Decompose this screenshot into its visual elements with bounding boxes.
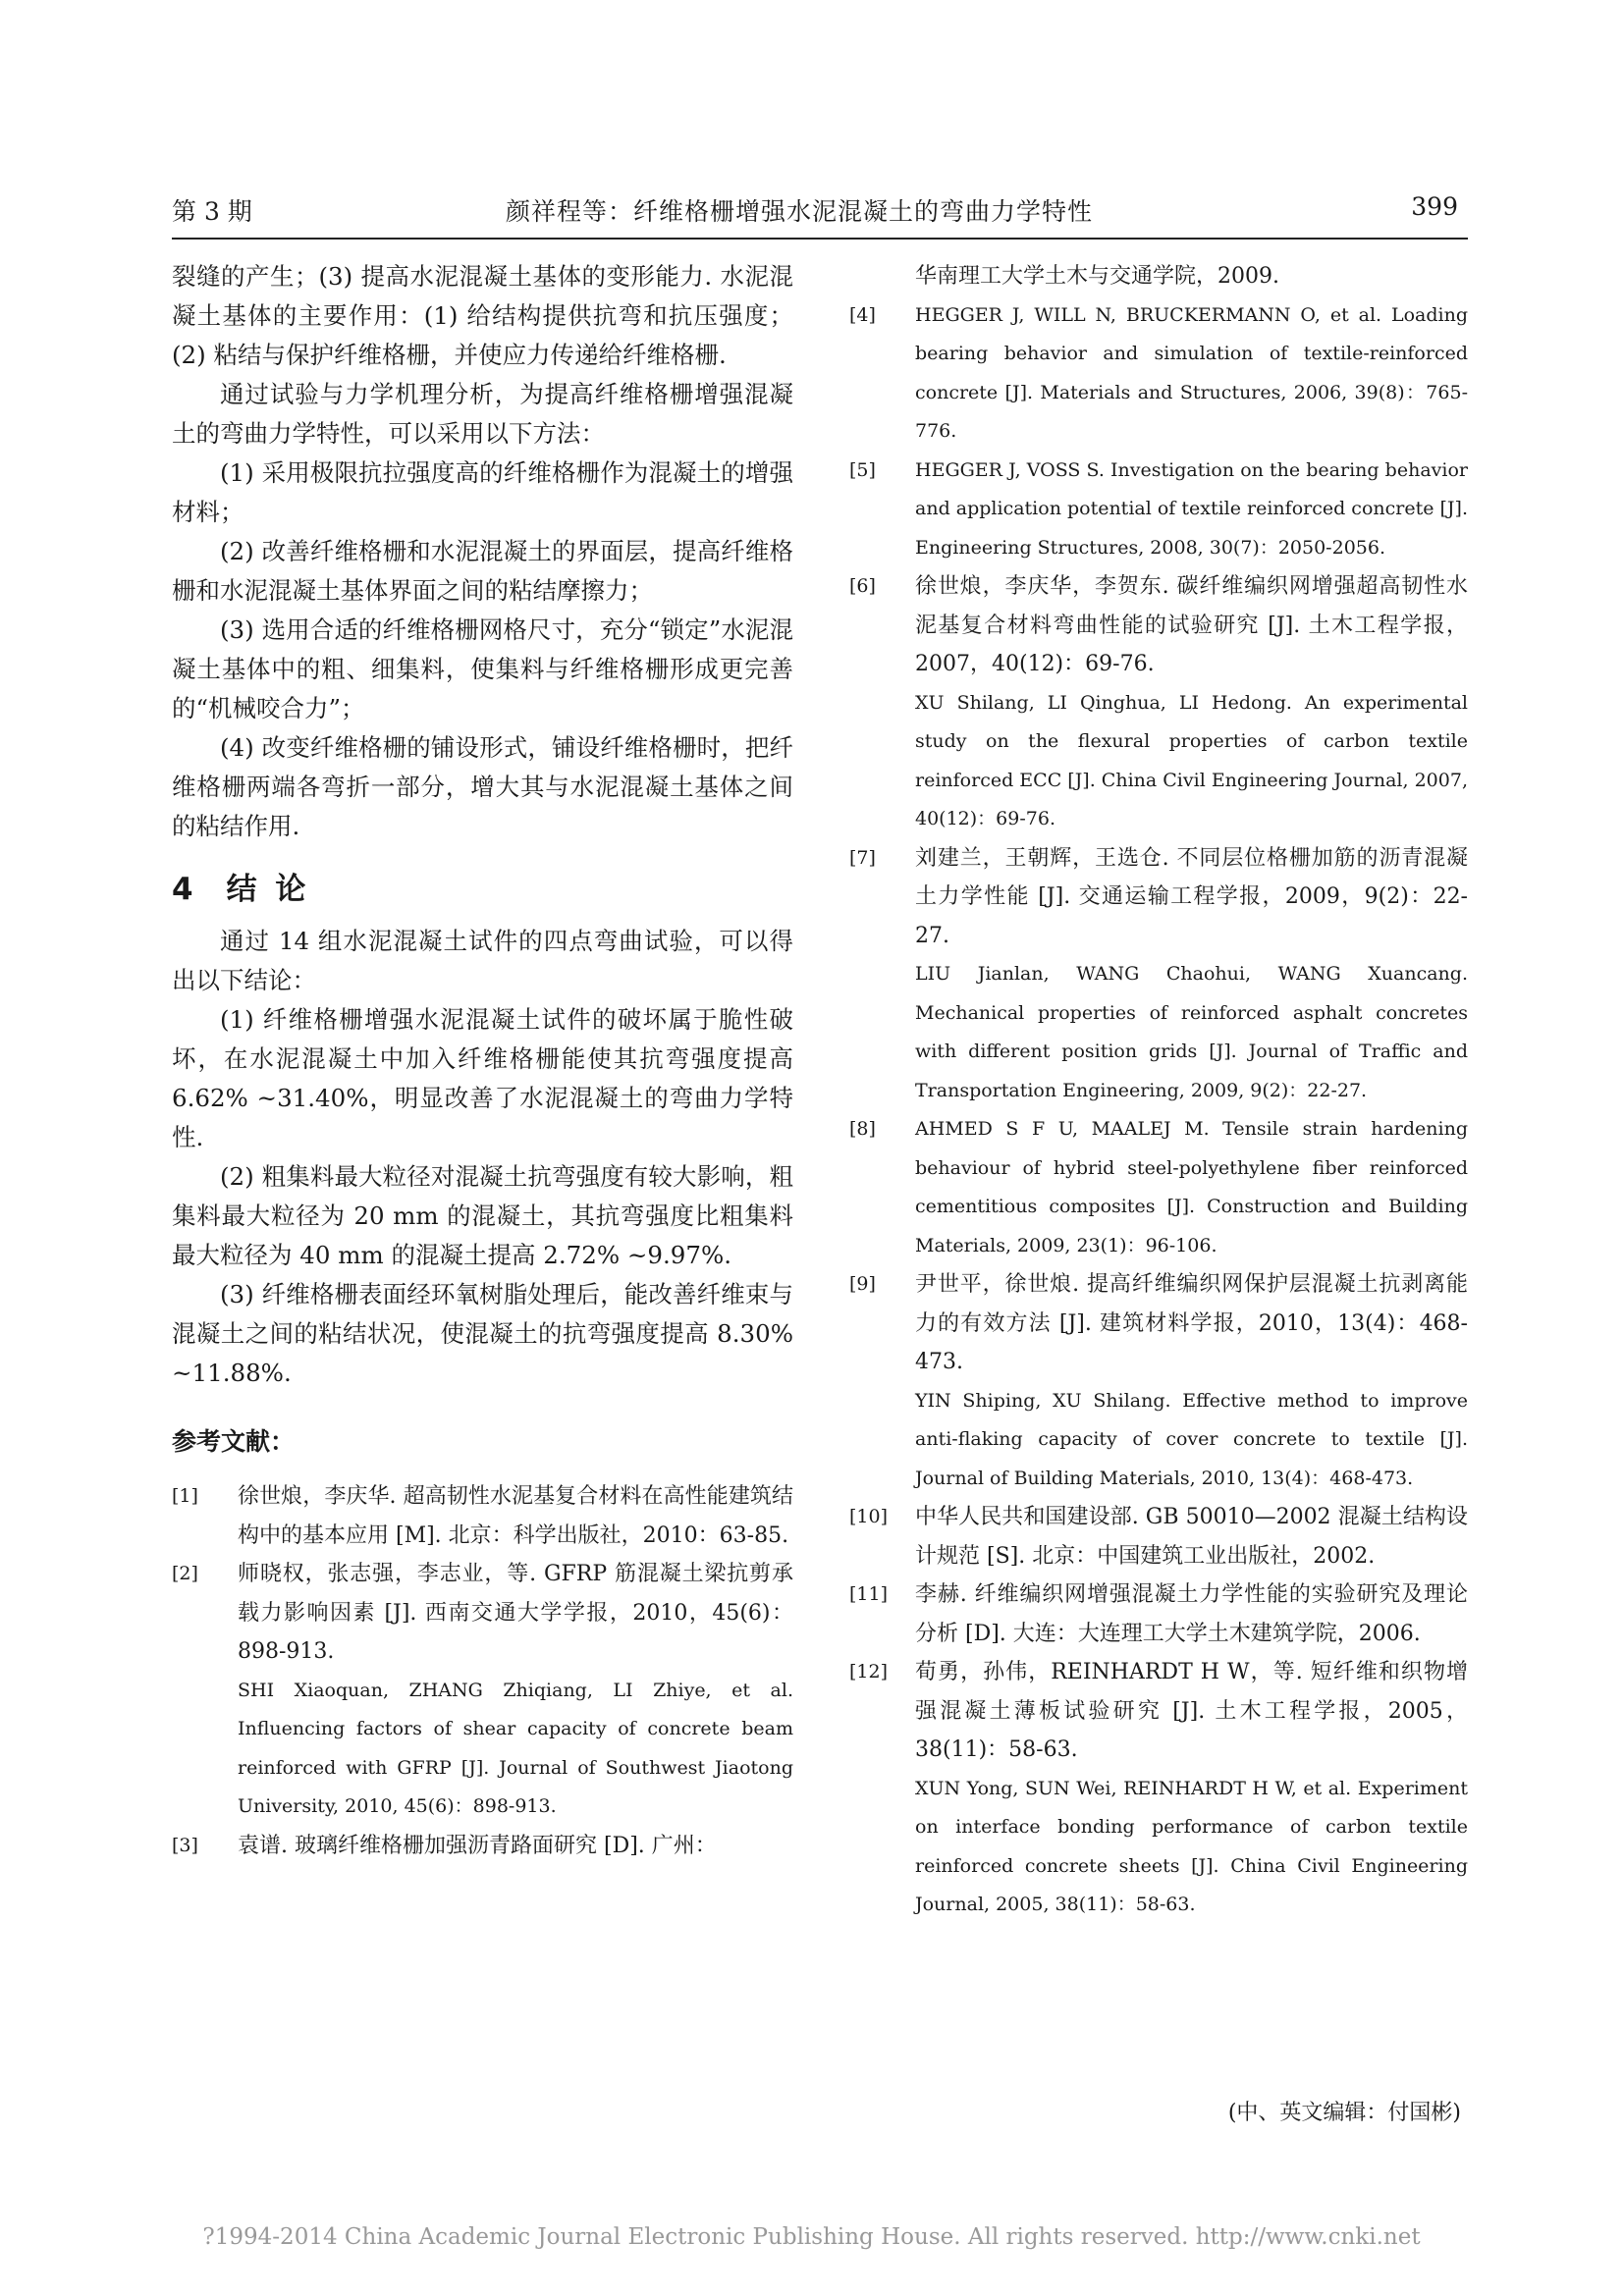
reference-number: [1] (172, 1485, 198, 1507)
reference-zh: 尹世平，徐世烺. 提高纤维编织网保护层混凝土抗剥离能力的有效方法 [J]. 建筑材料学报，2010，13(4)：468-473. (915, 1272, 1468, 1374)
section-title: 结 论 (226, 872, 310, 907)
reference-item (172, 1477, 793, 1555)
reference-number: [4] (849, 303, 876, 326)
right-column (849, 257, 1468, 1925)
reference-en: XU Shilang, LI Qinghua, LI Hedong. An experimental study on the flexural properties of carbon textile reinforced ECC [J]. China Civil Engineering Journal, 2007, 40(12)：69-76. (915, 691, 1468, 829)
reference-continuation: 华南理工大学土木与交通学院，2009. (915, 264, 1279, 289)
body-paragraph: (1) 纤维格栅增强水泥混凝土试件的破坏属于脆性破坏，在水泥混凝土中加入纤维格栅能使其抗弯强度提高 6.62% ~31.40%，明显改善了水泥混凝土的弯曲力学特性. (172, 1005, 793, 1151)
reference-number: [5] (849, 458, 876, 481)
reference-en: HEGGER J, WILL N, BRUCKERMANN O, et al. Loading bearing behavior and simulation of textile-reinforced concrete [J]. Materials and Structures, 2006, 39(8)：765-776. (915, 303, 1468, 442)
reference-zh: 袁谱. 玻璃纤维格栅加强沥青路面研究 [D]. 广州： (238, 1833, 717, 1858)
reference-zh: 刘建兰，王朝辉，王选仓. 不同层位格栅加筋的沥青混凝土力学性能 [J]. 交通运输工程学报，2009，9(2)：22-27. (915, 845, 1468, 948)
reference-zh: 李赫. 纤维编织网增强混凝土力学性能的实验研究及理论分析 [D]. 大连：大连理工大学土木建筑学院，2006. (915, 1582, 1468, 1646)
reference-number: [9] (849, 1273, 876, 1295)
body-paragraph: (4) 改变纤维格栅的铺设形式，铺设纤维格栅时，把纤维格栅两端各弯折一部分，增大其与水泥混凝土基体之间的粘结作用. (172, 733, 793, 840)
running-header (172, 192, 1468, 240)
body-paragraph: 通过试验与力学机理分析，为提高纤维格栅增强混凝土的弯曲力学特性，可以采用以下方法： (172, 380, 793, 448)
reference-number: [11] (849, 1583, 889, 1605)
copyright-footer: ?1994-2014 China Academic Journal Electronic Publishing House. All rights reserved. http://www.cnki.net (202, 2224, 1421, 2250)
reference-item (849, 296, 1468, 452)
section-heading (172, 864, 793, 908)
editor-note: (中、英文编辑：付国彬) (1227, 2101, 1461, 2125)
reference-zh: 徐世烺，李庆华，李贺东. 碳纤维编织网增强超高韧性水泥基复合材料弯曲性能的试验研究 [J]. 土木工程学报，2007，40(12)：69-76. (915, 574, 1468, 676)
reference-item (849, 839, 1468, 1111)
body-paragraph: (3) 纤维格栅表面经环氧树脂处理后，能改善纤维束与混凝土之间的粘结状况，使混凝土的抗弯强度提高 8.30% ~11.88%. (172, 1280, 793, 1387)
body-paragraph: (3) 选用合适的纤维格栅网格尺寸，充分“锁定”水泥混凝土基体中的粗、细集料，使集料与纤维格栅形成更完善的“机械咬合力”； (172, 615, 793, 722)
reference-number: [8] (849, 1118, 876, 1140)
reference-list (172, 1477, 793, 1865)
reference-item (849, 1265, 1468, 1498)
reference-item (849, 452, 1468, 568)
page-number: 399 (1411, 192, 1458, 221)
reference-en: LIU Jianlan, WANG Chaohui, WANG Xuancang. Mechanical properties of reinforced asphalt concretes with different position grids [J]. Journal of Traffic and Transportation Engineering, 2009, 9(2)：22-27. (915, 963, 1468, 1101)
body-paragraph: (2) 改善纤维格栅和水泥混凝土的界面层，提高纤维格栅和水泥混凝土基体界面之间的粘结摩擦力； (172, 537, 793, 605)
reference-number: [10] (849, 1506, 889, 1527)
reference-number: [6] (849, 575, 876, 597)
body-paragraph: (2) 粗集料最大粒径对混凝土抗弯强度有较大影响，粗集料最大粒径为 20 mm 的混凝土，其抗弯强度比粗集料最大粒径为 40 mm 的混凝土提高 2.72% ~9.97%. (172, 1162, 793, 1269)
reference-number: [2] (172, 1563, 198, 1584)
reference-number: [3] (172, 1834, 198, 1856)
reference-zh: 中华人民共和国建设部. GB 50010—2002 混凝土结构设计规范 [S]. 北京：中国建筑工业出版社，2002. (915, 1505, 1468, 1569)
reference-item (849, 567, 1468, 839)
reference-item (172, 1827, 793, 1866)
issue-label: 第 3 期 (172, 197, 252, 226)
section-number: 4 (172, 872, 197, 907)
body-paragraph: (1) 采用极限抗拉强度高的纤维格栅作为混凝土的增强材料； (172, 458, 793, 526)
reference-item (849, 1575, 1468, 1653)
left-column (172, 257, 793, 1865)
reference-en: AHMED S F U, MAALEJ M. Tensile strain hardening behaviour of hybrid steel-polyethylene fiber reinforced cementitious composites [J]. Construction and Building Materials, 2009, 23(1)：96-106. (915, 1118, 1468, 1256)
body-paragraph: 裂缝的产生；(3) 提高水泥混凝土基体的变形能力. 水泥混凝土基体的主要作用：(1) 给结构提供抗弯和抗压强度；(2) 粘结与保护纤维格栅，并使应力传递给纤维格栅. (172, 262, 793, 369)
reference-item (849, 1653, 1468, 1925)
reference-number: [7] (849, 846, 876, 869)
reference-zh: 徐世烺，李庆华. 超高韧性水泥基复合材料在高性能建筑结构中的基本应用 [M]. 北京：科学出版社，2010：63-85. (238, 1484, 793, 1548)
reference-en: YIN Shiping, XU Shilang. Effective method to improve anti-flaking capacity of cover concrete to textile [J]. Journal of Building Materials, 2010, 13(4)：468-473. (915, 1389, 1468, 1489)
reference-item (172, 1555, 793, 1827)
running-title: 颜祥程等：纤维格栅增强水泥混凝土的弯曲力学特性 (506, 197, 1094, 226)
reference-number: [12] (849, 1661, 889, 1682)
reference-en: HEGGER J, VOSS S. Investigation on the bearing behavior and application potential of textile reinforced concrete [J]. Engineering Structures, 2008, 30(7)：2050-2056. (915, 458, 1468, 559)
reference-item (849, 1110, 1468, 1265)
references-heading: 参考文献： (172, 1427, 296, 1456)
reference-en: XUN Yong, SUN Wei, REINHARDT H W, et al. Experiment on interface bonding performance of carbon textile reinforced concrete sheets [J]. China Civil Engineering Journal, 2005, 38(11)：58-63. (915, 1777, 1468, 1915)
reference-zh: 荀勇，孙伟，REINHARDT H W，等. 短纤维和织物增强混凝土薄板试验研究 [J]. 土木工程学报，2005，38(11)：58-63. (915, 1660, 1468, 1762)
reference-item (849, 1498, 1468, 1575)
body-paragraph: 通过 14 组水泥混凝土试件的四点弯曲试验，可以得出以下结论： (172, 927, 793, 994)
reference-en: SHI Xiaoquan, ZHANG Zhiqiang, LI Zhiye, et al. Influencing factors of shear capacity of concrete beam reinforced with GFRP [J]. Journal of Southwest Jiaotong University, 2010, 45(6)：898-913. (238, 1679, 793, 1817)
reference-zh: 师晓权，张志强，李志业，等. GFRP 筋混凝土梁抗剪承载力影响因素 [J]. 西南交通大学学报，2010，45(6)：898-913. (238, 1562, 793, 1664)
